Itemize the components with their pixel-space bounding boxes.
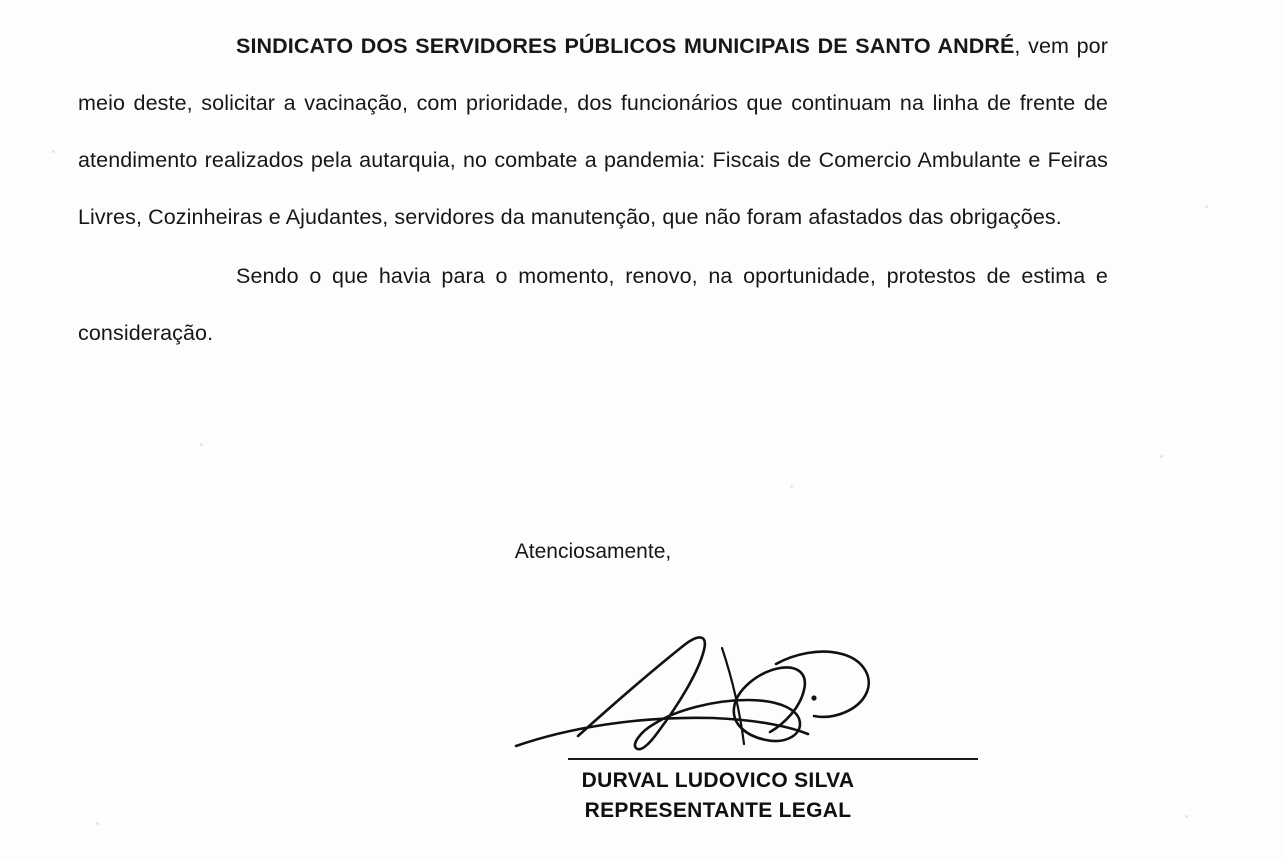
scan-speck xyxy=(790,485,793,488)
scan-speck xyxy=(1185,815,1188,818)
signature-icon xyxy=(508,628,928,758)
closing-salutation-text: Atenciosamente, xyxy=(514,540,672,563)
signatory-name: DURVAL LUDOVICO SILVA xyxy=(581,769,855,792)
handwritten-signature xyxy=(408,618,1028,758)
closing-salutation xyxy=(78,540,1108,564)
scan-speck xyxy=(200,443,203,446)
paragraph-request-text: , vem por meio deste, solicitar a vacinação, com prioridade, dos funcionários que continuam na linha de frente de atendimento realizados pela autarquia, no combate a pandemia: Fiscais de Comercio Ambulante e Feiras Livres, Cozinheiras e Ajudantes, servidores da manutenção, que não foram afastados das obrigações. xyxy=(78,34,1108,229)
union-name: SINDICATO DOS SERVIDORES PÚBLICOS MUNICIPAIS DE SANTO ANDRÉ xyxy=(236,34,1015,58)
paragraph-request xyxy=(78,18,1108,246)
scan-speck xyxy=(1160,455,1163,458)
signature-line xyxy=(568,758,978,760)
signatory-role: REPRESENTANTE LEGAL xyxy=(584,799,852,822)
paragraph-closing-statement: Sendo o que havia para o momento, renovo, na oportunidade, protestos de estima e consideração. xyxy=(78,264,1108,345)
scan-speck xyxy=(1205,205,1208,208)
scan-speck xyxy=(96,822,99,825)
document-body xyxy=(78,18,1108,822)
scan-speck xyxy=(52,150,55,153)
signature-block xyxy=(408,618,1028,822)
